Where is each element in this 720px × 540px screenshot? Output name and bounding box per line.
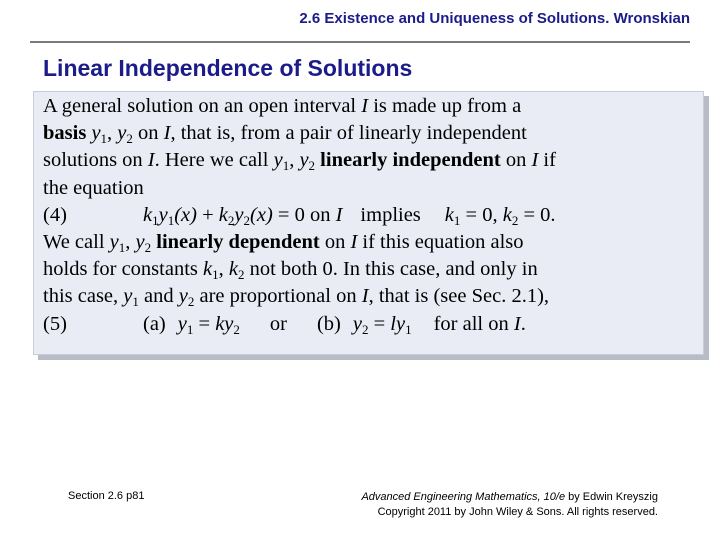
footer-copyright [361,490,658,520]
footer-author: by Edwin Kreyszig [565,491,658,503]
text-line-8: this case, $y_1$ and $y_2$ are proportional on I, that is (see Sec. 2.1), [43,285,550,310]
footer-book-title: Advanced Engineering Mathematics, 10/e [361,491,566,503]
text-line-2: basis $y_1$, $y_2$ on I, that is, from a pair of linearly independent [43,122,527,147]
equation-5: (5) (a) $y_1 = ky_2$ or (b) $y_2 = ly_1$ for all on I. [43,312,526,337]
text-line-1: A general solution on an open interval I is made up from a [43,95,522,117]
footer-section-ref: Section 2.6 p81 [68,490,145,502]
definition-text [43,93,703,338]
header-divider [30,41,690,43]
text-line-3: solutions on I. Here we call $y_1$, $y_2$ linearly independent on I if [43,149,556,174]
section-title: Existence and Uniqueness of Solutions. Wronskian [320,10,690,27]
footer-copyright-line: Copyright 2011 by John Wiley & Sons. All rights reserved. [377,506,658,518]
section-number: 2.6 [299,10,321,27]
equation-4: (4) $k_1y_1(x) + k_2y_2(x) = 0$ on I implies $k_1 = 0$, $k_2 = 0$. [43,203,556,228]
text-line-7: holds for constants $k_1$, $k_2$ not both 0. In this case, and only in [43,258,538,283]
section-header [0,10,690,27]
footer-book-line [361,490,658,505]
slide-title: Linear Independence of Solutions [43,55,413,81]
text-line-4: the equation [43,176,144,199]
text-line-6: We call $y_1$, $y_2$ linearly dependent on I if this equation also [43,230,524,255]
